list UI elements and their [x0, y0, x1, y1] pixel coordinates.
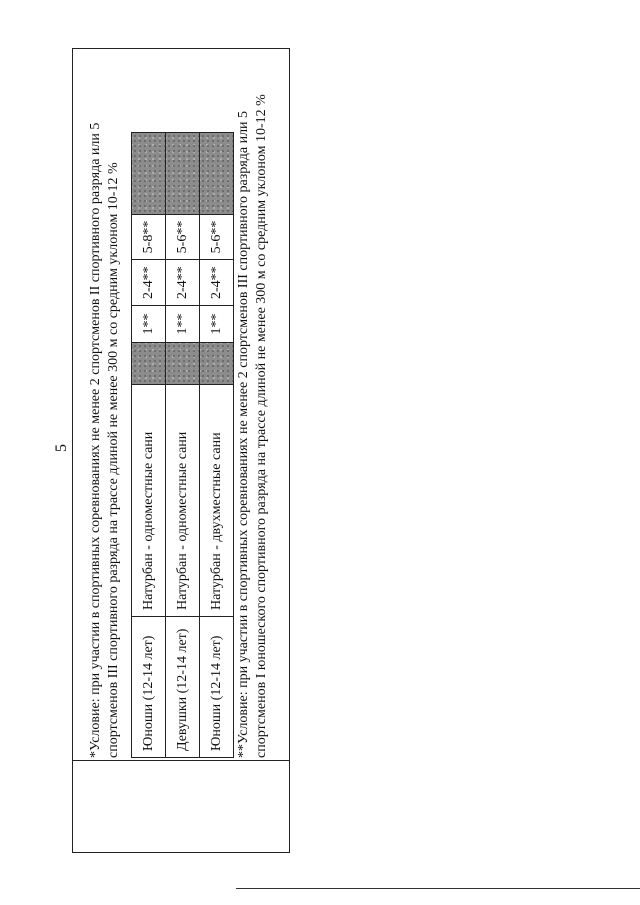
shaded-cell: [200, 343, 234, 385]
age-group-cell: Юноши (12-14 лет): [200, 617, 234, 758]
discipline-cell: Натурбан - двухместные сани: [200, 385, 234, 617]
place-cell: 2-4**: [132, 260, 166, 306]
shaded-cell: [166, 343, 200, 385]
single-star-note: *Условие: при участии в спортивных соревнованиях не менее 2 спортсменов II спортивного разряда или 5 спортсменов III спортивного разряда на трассе длиной не менее 300 м со средним уклоном 10-12 %: [88, 122, 121, 758]
age-group-cell: Юноши (12-14 лет): [132, 617, 166, 758]
categories-table: [131, 132, 234, 758]
rotated-content: [73, 49, 291, 854]
place-cell: 1**: [166, 306, 200, 343]
place-cell: 1**: [200, 306, 234, 343]
place-cell: 1**: [132, 306, 166, 343]
table-row: [200, 132, 234, 757]
shaded-cell: [132, 343, 166, 385]
place-cell: 5-8**: [132, 214, 166, 260]
shaded-cell: [166, 132, 200, 214]
place-cell: 2-4**: [200, 260, 234, 306]
discipline-cell: Натурбан - одноместные сани: [132, 385, 166, 617]
table-row: [166, 132, 200, 757]
table-row: [132, 132, 166, 757]
bottom-rule: [236, 888, 640, 889]
double-star-note: **Условие: при участии в спортивных соревнованиях не менее 2 спортсменов III спортивного разряда или 5 спортсменов I юношеского спортивного разряда на трассе длиной не менее 300 м со средним уклоном 10-12 %: [236, 94, 269, 758]
document-frame: [72, 48, 290, 853]
place-cell: 5-6**: [166, 214, 200, 260]
place-cell: 5-6**: [200, 214, 234, 260]
shaded-cell: [200, 132, 234, 214]
page-number: 5: [53, 444, 70, 452]
discipline-cell: Натурбан - одноместные сани: [166, 385, 200, 617]
age-group-cell: Девушки (12-14 лет): [166, 617, 200, 758]
shaded-cell: [132, 132, 166, 214]
place-cell: 2-4**: [166, 260, 200, 306]
